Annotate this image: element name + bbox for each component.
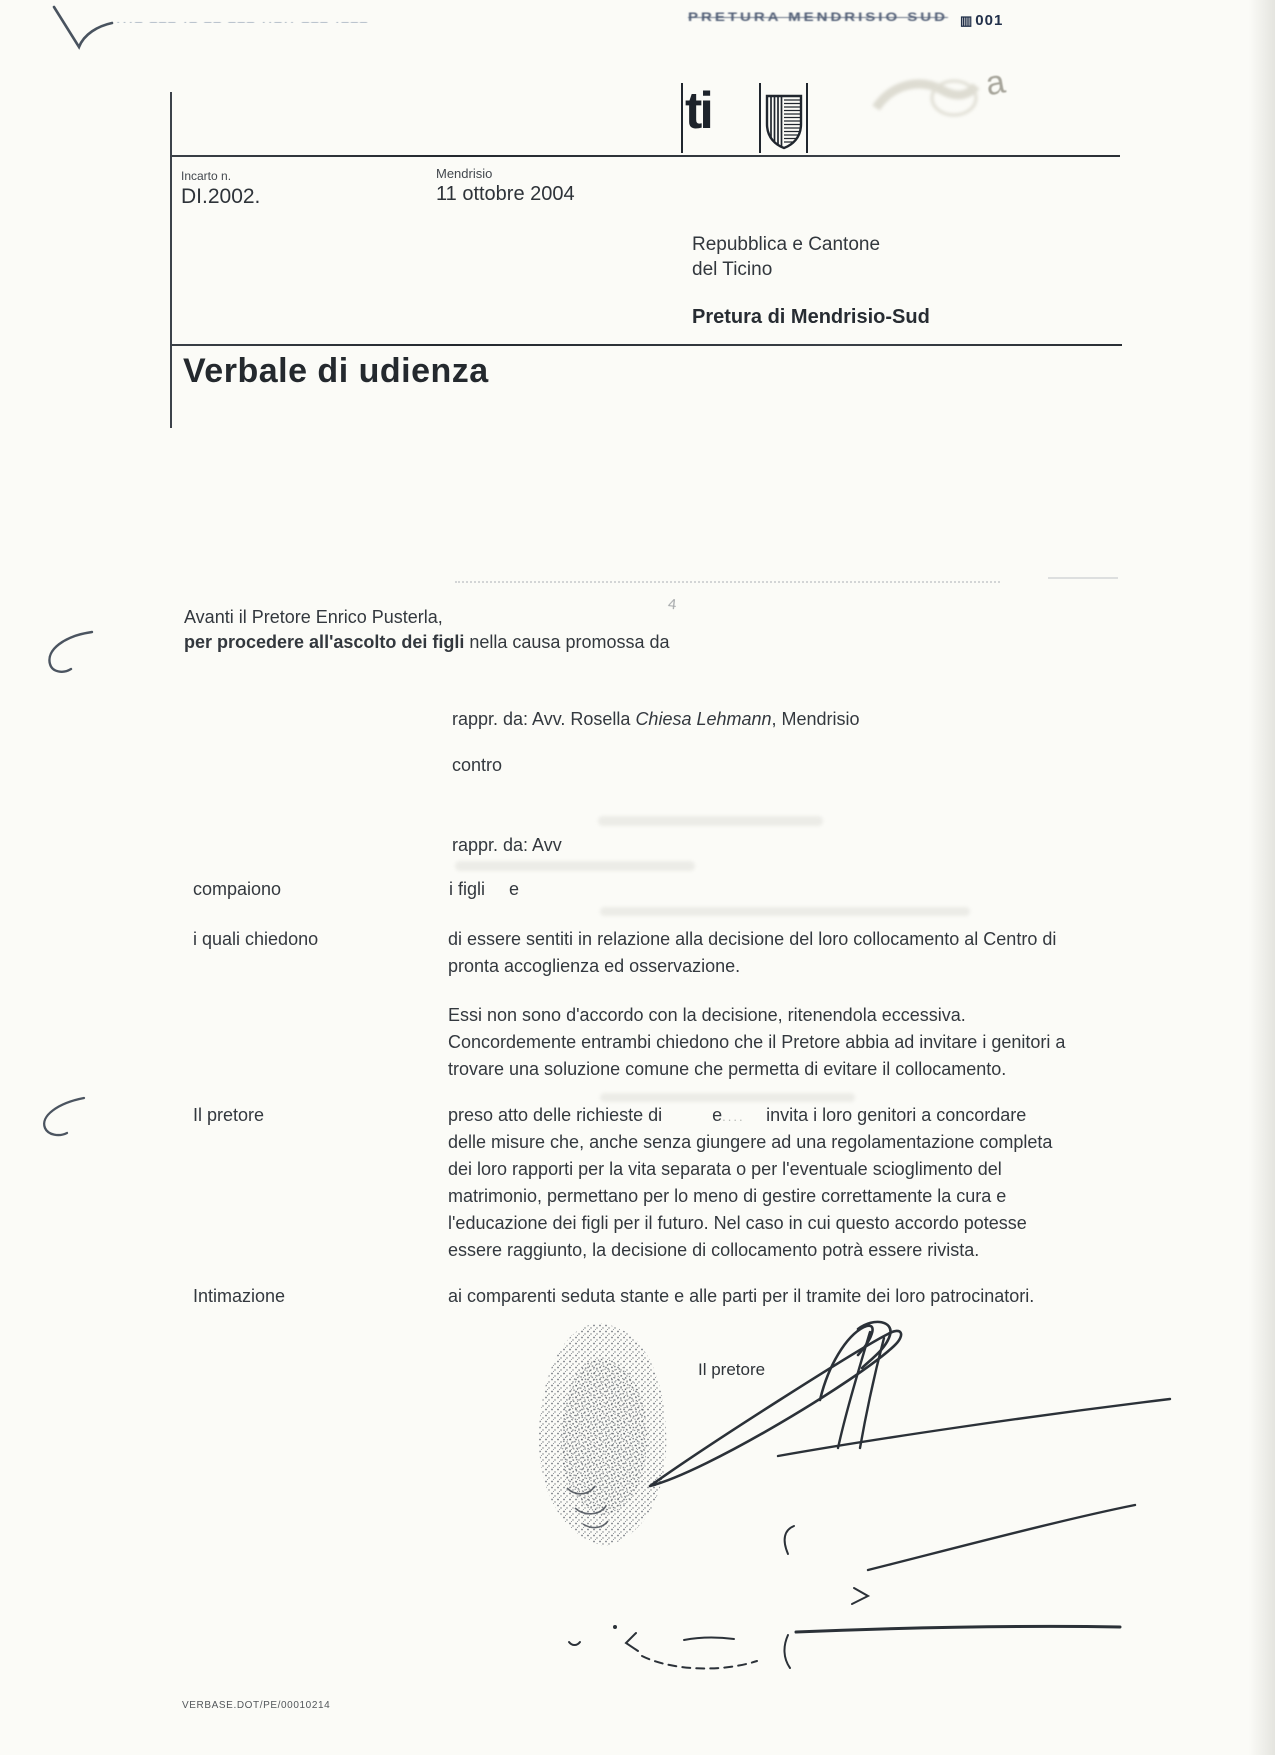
fax-transmission-artifact: ···– ––– ·– –– ––– ··–·· ––– ·–––: [116, 15, 370, 28]
page-stamp-icon: ▥: [960, 13, 974, 28]
case-number: DI.2002.: [181, 185, 261, 208]
place-name: Mendrisio: [436, 166, 493, 181]
row-pretore-line: essere raggiunto, la decisione di collocamento potrà essere rivista.: [448, 1240, 980, 1260]
canton-name-line2: del Ticino: [692, 259, 773, 280]
margin-pen-mark: 4: [667, 595, 678, 614]
representative-line1: [452, 706, 860, 733]
canton-name-line1: Repubblica e Cantone: [692, 234, 881, 255]
scan-edge-shadow: [1249, 0, 1275, 1755]
intro-line2: [184, 629, 670, 656]
letterhead-rule-bottom: [170, 344, 1122, 346]
representative-line2: rappr. da: Avv: [452, 835, 562, 855]
row-compaiono-text: i figli: [449, 879, 486, 899]
pretore-line1-mid: e: [712, 1105, 723, 1125]
logo-divider: [759, 83, 761, 153]
row-chiedono-line: pronta accoglienza ed osservazione.: [448, 956, 741, 976]
intro-line2-bold: per procedere all'ascolto dei figli: [184, 632, 465, 652]
row-pretore-line: delle misure che, anche senza giungere ad una regolamentazione completa: [448, 1132, 1053, 1152]
paragraph-essi-line: trovare una soluzione comune che permetta di evitare il collocamento.: [448, 1059, 1007, 1079]
margin-bracket-icon: [38, 626, 98, 676]
row-intimazione-line: ai comparenti seduta stante e alle parti per il tramite dei loro patrocinatori.: [448, 1286, 1035, 1306]
redacted-gap-dots: ....: [722, 1109, 745, 1124]
repr1-suffix: , Mendrisio: [771, 709, 860, 729]
redaction-smudge: [600, 907, 970, 916]
row-chiedono-line: di essere sentiti in relazione alla decisione del loro collocamento al Centro di: [448, 929, 1057, 949]
intro-line1: Avanti il Pretore Enrico Pusterla,: [184, 607, 443, 627]
letterhead-left-rule: [170, 92, 172, 428]
row-label-pretore: Il pretore: [193, 1105, 265, 1125]
page-number-text: 001: [975, 12, 1004, 29]
margin-bracket-icon: [34, 1094, 92, 1140]
redaction-smudge: [600, 1093, 855, 1102]
paragraph-essi-line: Concordemente entrambi chiedono che il Pretore abbia ad invitare i genitori a: [448, 1032, 1066, 1052]
fax-page-number: [960, 12, 1003, 29]
logo-divider: [806, 83, 808, 153]
document-date: 11 ottobre 2004: [436, 183, 575, 205]
footer-reference: VERBASE.DOT/PE/00010214: [182, 1700, 331, 1711]
signature-label: Il pretore: [698, 1360, 766, 1379]
ticino-logo: ti: [685, 82, 711, 140]
ticino-shield-icon: [764, 94, 804, 150]
stamp-smudge-icon: [868, 62, 983, 134]
handwritten-signature: [520, 1280, 1200, 1690]
case-number-label: Incarto n.: [181, 169, 232, 183]
court-name: Pretura di Mendrisio-Sud: [692, 306, 930, 328]
row-label-chiedono: i quali chiedono: [193, 929, 319, 949]
logo-divider: [681, 83, 683, 153]
pretore-line1-pre: preso atto delle richieste di: [448, 1105, 663, 1125]
stamp-letter: a: [982, 62, 1008, 104]
faded-stamp: [868, 62, 1038, 138]
row-pretore-line: dei loro rapporti per la vita separata o per l'eventuale scioglimento del: [448, 1159, 1002, 1179]
paragraph-essi-line: Essi non sono d'accordo con la decisione, ritenendola eccessiva.: [448, 1005, 966, 1025]
row-label-intimazione: Intimazione: [193, 1286, 286, 1306]
document-title: Verbale di udienza: [183, 352, 489, 390]
intro-line2-rest: nella causa promossa da: [464, 632, 670, 652]
row-pretore-line: matrimonio, permettano per lo meno di gestire correttamente la cura e: [448, 1186, 1007, 1206]
pretore-line1-post: invita i loro genitori a concordare: [766, 1105, 1027, 1125]
letterhead-rule-top: [170, 155, 1120, 157]
fax-transmission-header: PRETURA MENDRISIO SUD: [688, 10, 948, 25]
redaction-smudge: [455, 861, 695, 871]
repr1-prefix: rappr. da: Avv. Rosella: [452, 709, 636, 729]
row-label-compaiono: compaiono: [193, 879, 282, 899]
row-pretore-line: l'educazione dei figli per il futuro. Nel caso in cui questo accordo potesse: [448, 1213, 1027, 1233]
handwritten-tick-icon: [46, 2, 118, 54]
scan-artifact-line: [455, 581, 1000, 583]
contro-line: contro: [452, 755, 503, 775]
scan-artifact-line: [1048, 577, 1118, 579]
row-pretore-line: [448, 1102, 1026, 1130]
redaction-smudge: [598, 816, 823, 826]
row-compaiono-conjunction: e: [509, 879, 520, 899]
repr1-name: Chiesa Lehmann: [635, 709, 772, 729]
